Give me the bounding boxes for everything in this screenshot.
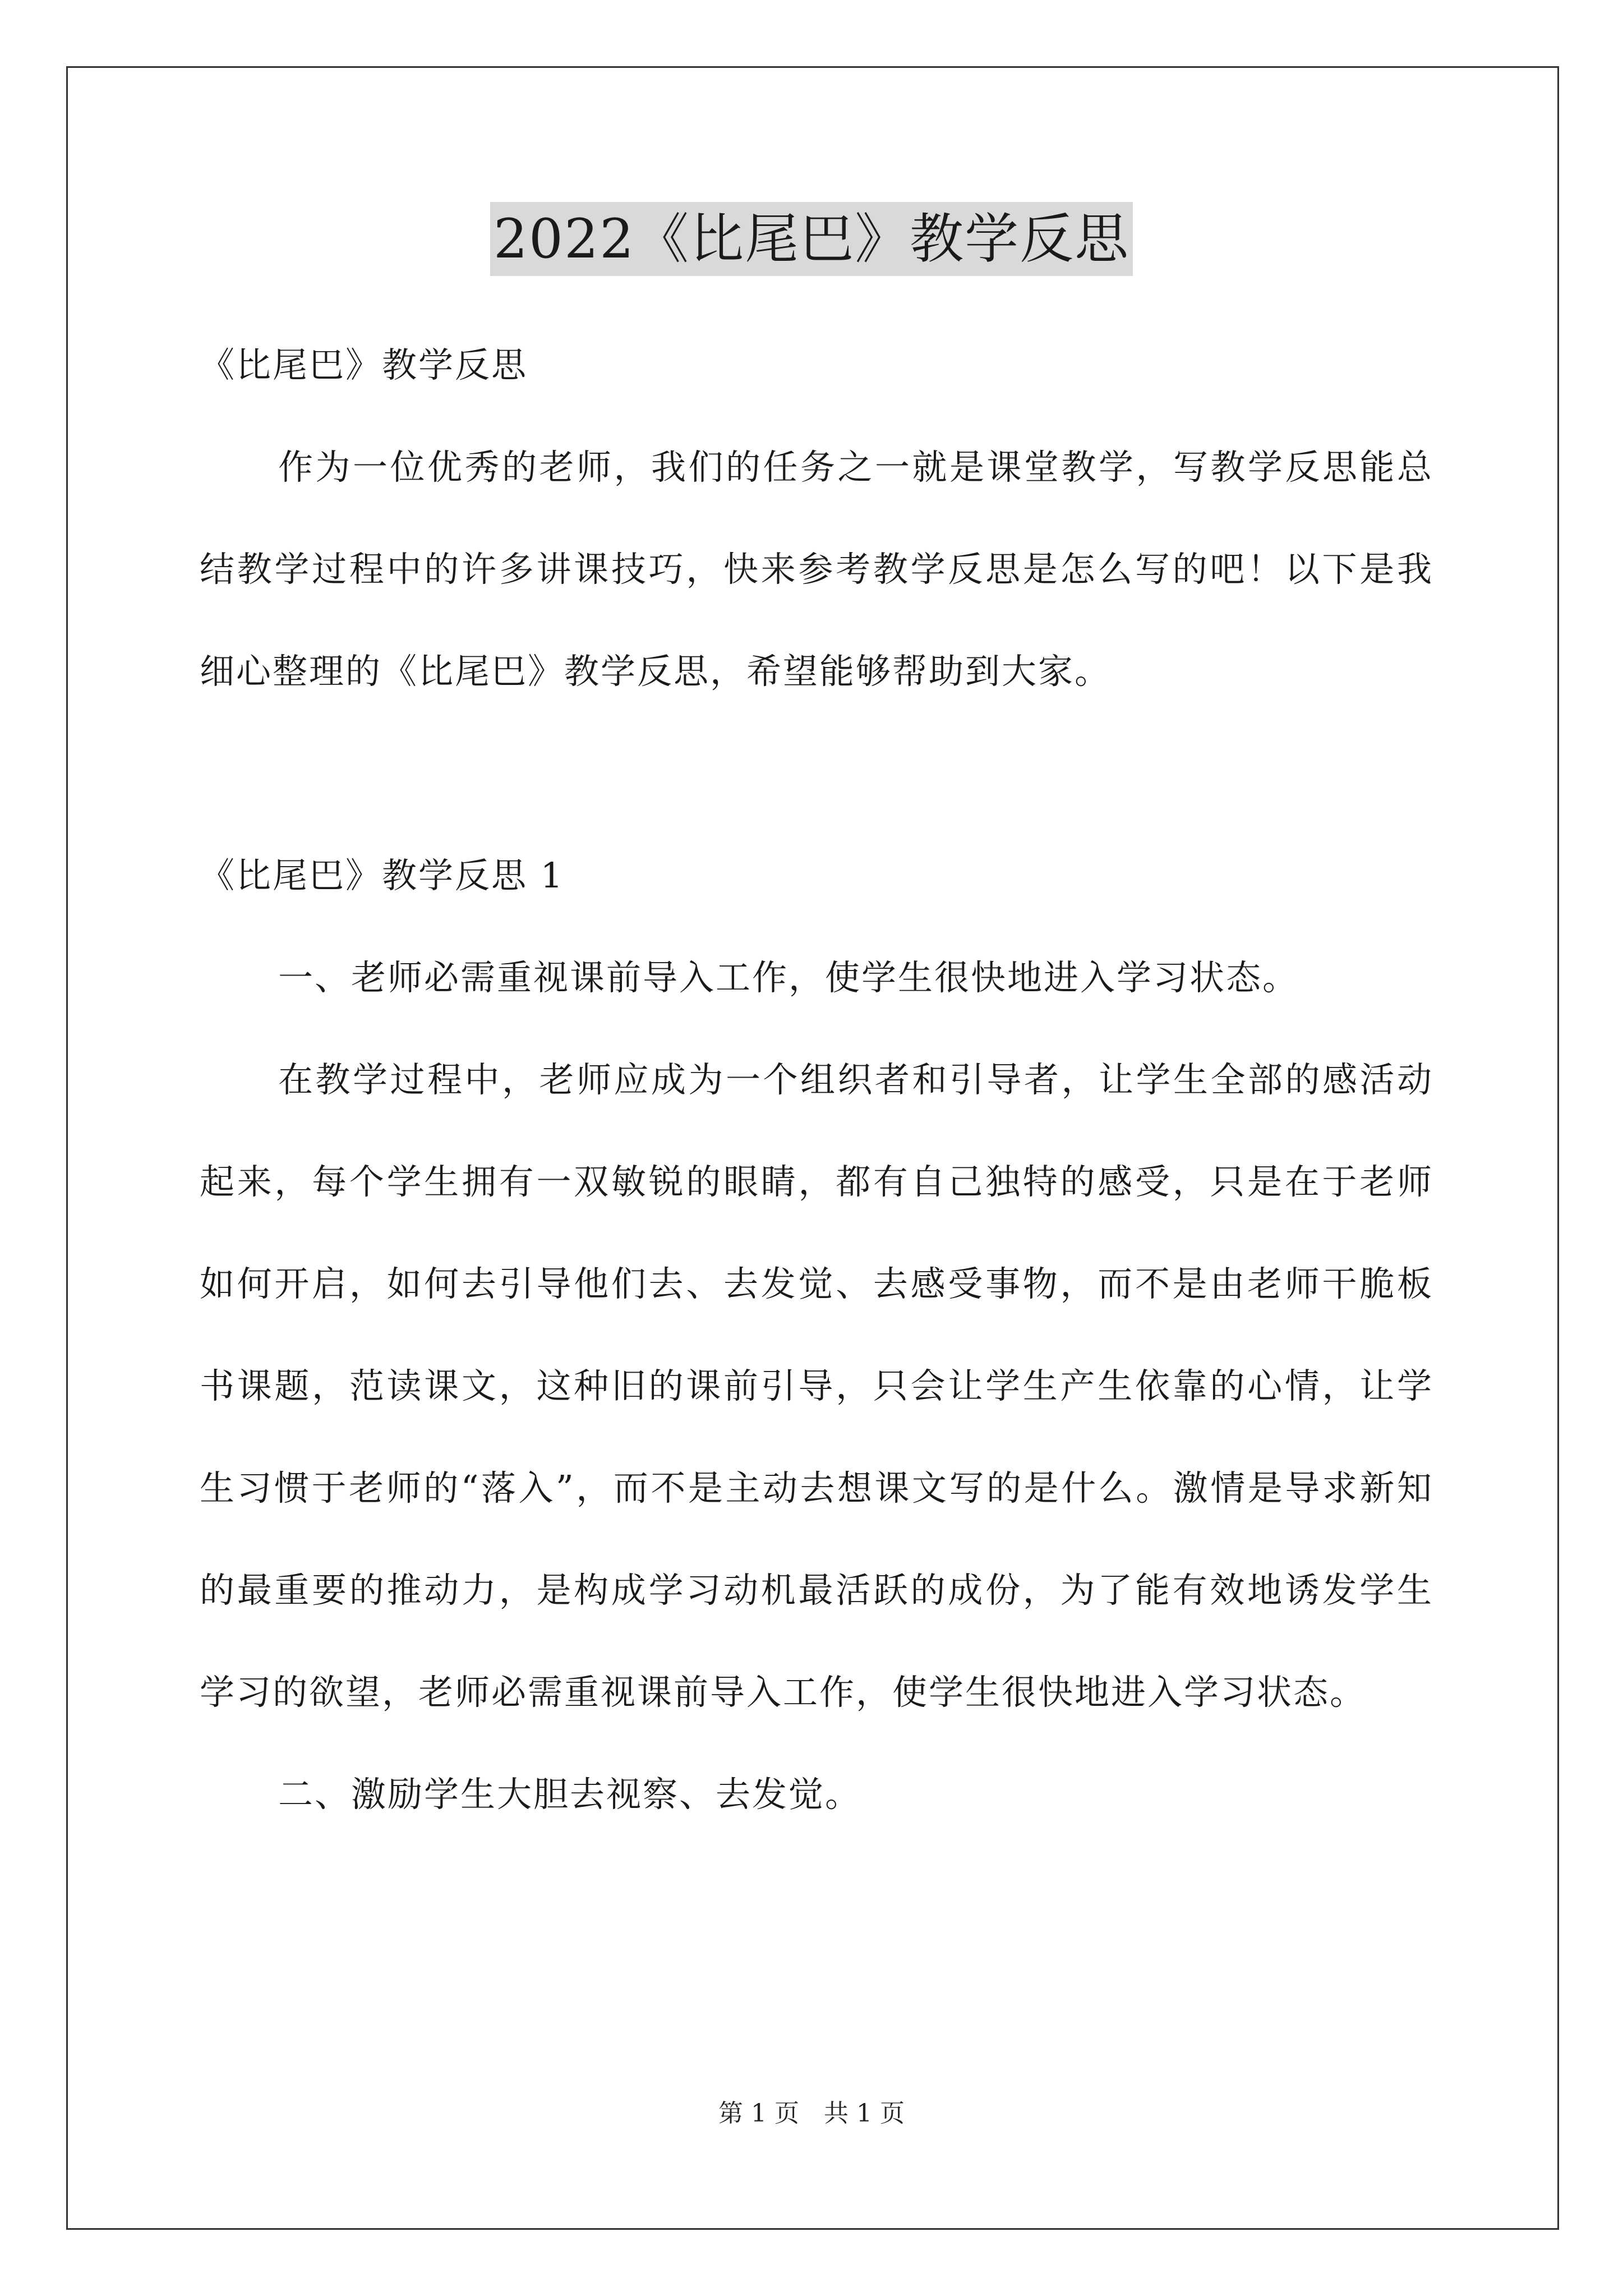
title-container — [0, 202, 1623, 276]
page-footer: 第 1 页 共 1 页 — [718, 2099, 905, 2128]
section-heading: 《比尾巴》教学反思 1 — [200, 855, 565, 896]
point-two-heading: 二、激励学生大胆去视察、去发觉。 — [278, 1774, 862, 1815]
subtitle: 《比尾巴》教学反思 — [200, 344, 528, 385]
point-one-paragraph: 在教学过程中，老师应成为一个组织者和引导者，让学生全部的感活动起来，每个学生拥有一双敏锐的眼睛，都有自己独特的感受，只是在于老师如何开启，如何去引导他们去、去发觉、去感受事物，而不是由老师干脆板书课题，范读课文，这种旧的课前引导，只会让学生产生依靠的心情，让学生习惯于老师的“落入”，而不是主动去想课文写的是什么。激情是导求新知的最重要的推动力，是构成学习动机最活跃的成份，为了能有效地诱发学生学习的欲望，老师必需重视课前导入工作，使学生很快地进入学习状态。 — [200, 1059, 1433, 1713]
intro-paragraph: 作为一位优秀的老师，我们的任务之一就是课堂教学，写教学反思能总结教学过程中的许多讲课技巧，快来参考教学反思是怎么写的吧！以下是我细心整理的《比尾巴》教学反思，希望能够帮助到大家。 — [200, 447, 1433, 692]
point-one-heading: 一、老师必需重视课前导入工作，使学生很快地进入学习状态。 — [278, 957, 1299, 998]
document-title: 2022《比尾巴》教学反思 — [490, 202, 1133, 276]
document-body — [200, 314, 1433, 1846]
